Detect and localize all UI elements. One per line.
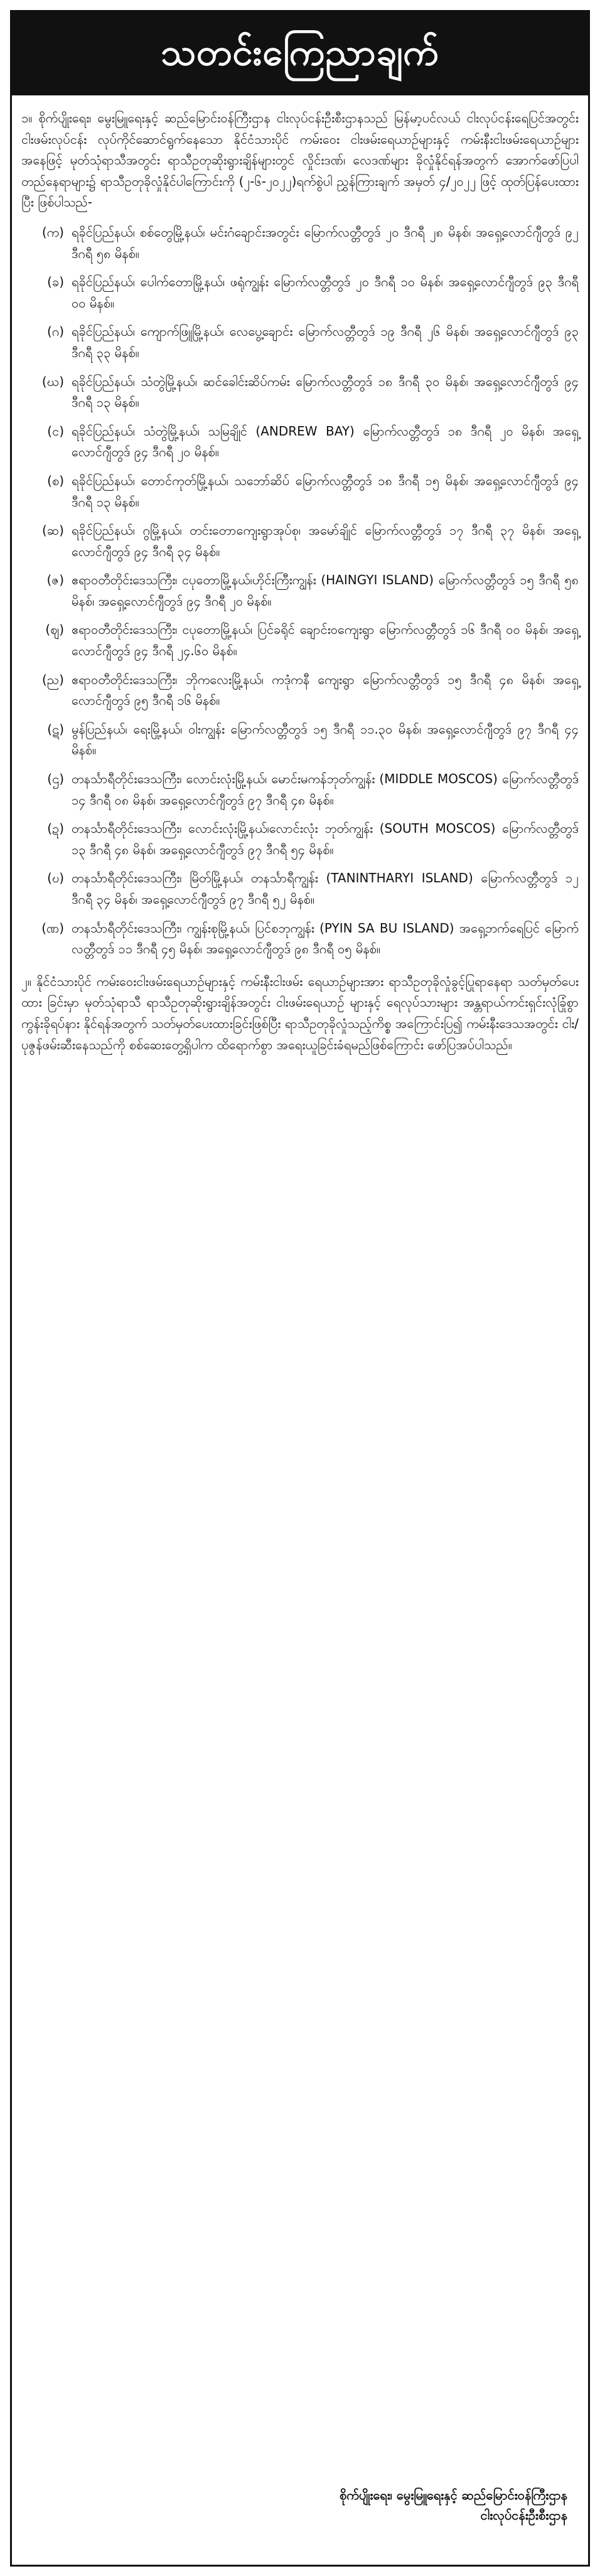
list-item-text: ရခိုင်ပြည်နယ်၊ ဂွမြို့နယ်၊ တင်းတောကျေးရွာအုပ်စု၊ အမော်ချိုင် မြောက်လတ္တီတွဒ် ၁၇ ဒီဂရီ ၃၇ မိနစ်၊ အရှေ့လောင်ဂျီတွဒ် ၉၄ ဒီဂရီ ၃၄ မိနစ်။	[72, 523, 579, 559]
list-item	[21, 818, 579, 860]
list-item-text: ဧရာဝတီတိုင်းဒေသကြီး၊ ဘိုကလေးမြို့နယ်၊ ကဒုံကနီ ကျေးရွာ မြောက်လတ္တီတွဒ် ၁၅ ဒီဂရီ ၄၈ မိနစ်၊ အရှေ့လောင်ဂျီတွဒ် ၉၅ ဒီဂရီ ၁၆ မိနစ်။	[72, 671, 579, 708]
list-item-text: ရခိုင်ပြည်နယ်၊ ကျောက်ဖြူမြို့နယ်၊ လေပွေ့ချောင်း မြောက်လတ္တီတွဒ် ၁၉ ဒီဂရီ ၂၆ မိနစ်၊ အရှေ့လောင်ဂျီတွဒ် ၉၃ ဒီဂရီ ၃၃ မိနစ်။	[72, 324, 579, 360]
list-item	[21, 719, 579, 761]
list-item	[21, 272, 579, 314]
list-item	[21, 619, 579, 661]
list-item-text: ရခိုင်ပြည်နယ်၊ တောင်ကုတ်မြို့နယ်၊ သဘော်ဆိပ် မြောက်လတ္တီတွဒ် ၁၈ ဒီဂရီ ၁၅ မိနစ်၊ အရှေ့လောင်ဂျီတွဒ် ၉၄ ဒီဂရီ ၁၃ မိနစ်။	[72, 473, 579, 510]
list-item-text: တနင်္သာရီတိုင်းဒေသကြီး၊ လောင်းလုံးမြို့နယ်၊ မောင်းမကန်ဘုတ်ကျွန်း (MIDDLE MOSCOS) မြောက်လတ္တီတွဒ် ၁၄ ဒီဂရီ ၀၈ မိနစ်၊ အရှေ့လောင်ဂျီတွဒ် ၉၇ ဒီဂရီ ၄၈ မိနစ်။	[72, 771, 579, 808]
list-item-label: (ဎ)	[47, 870, 64, 886]
signature-department: ငါးလုပ်ငန်းဦးစီးဌာန	[480, 2508, 567, 2523]
list-item	[21, 321, 579, 363]
title-banner	[11, 11, 589, 95]
list-item-label: (ဃ)	[41, 373, 64, 389]
list-item	[21, 769, 579, 811]
announcement-title: သတင်းကြေညာချက်	[160, 31, 440, 74]
list-item-text: ရခိုင်ပြည်နယ်၊ သံတွဲမြို့နယ်၊ သမြချိုင် (ANDREW BAY) မြောက်လတ္တီတွဒ် ၁၈ ဒီဂရီ ၂၀ မိနစ်၊ အရှေ့လောင်ဂျီတွဒ် ၉၄ ဒီဂရီ ၂၀ မိနစ်။	[72, 423, 579, 460]
list-item	[21, 421, 579, 463]
closing-paragraph: ၂။ နိုင်ငံသားပိုင် ကမ်းဝေးငါးဖမ်းရေယာဉ်များနှင့် ကမ်းနီးငါးဖမ်း ရေယာဉ်များအား ရာသီဥတုခိုလှုံခွင့်ပြုရာနေရာ သတ်မှတ်ပေးထား ခြင်းမှာ မုတ်သုံရာသီ ရာသီဥတုဆိုးရွားချိန်အတွင်း ငါးဖမ်းရေယာဉ် များနှင့် ရေလုပ်သားများ အန္တရာယ်ကင်းရှင်းလုံခြုံစွာ ကွန်းခိုရပ်နား နိုင်ရန်အတွက် သတ်မှတ်ပေးထားခြင်းဖြစ်ပြီး ရာသီဥတုခိုလှုံသည့်ကိစ္စ အကြောင်းပြ၍ ကမ်းနီးဒေသအတွင်း ငါး/ပုဇွန်ဖမ်းဆီးနေသည်ကို စစ်ဆေးတွေ့ရှိပါက ထိရောက်စွာ အရေးယူခြင်းခံရမည်ဖြစ်ကြောင်း ဖော်ပြအပ်ပါသည်။	[21, 973, 579, 1052]
list-item-label: (ခ)	[47, 274, 64, 290]
list-item-label: (ဂ)	[46, 324, 64, 339]
list-item-label: (ဍ)	[47, 821, 64, 836]
list-item-label: (ဌ)	[47, 771, 64, 787]
list-item	[21, 670, 579, 712]
list-item	[21, 570, 579, 612]
list-item-label: (င)	[47, 423, 64, 439]
list-item	[21, 520, 579, 562]
list-item-text: ရခိုင်ပြည်နယ်၊ သံတွဲမြို့နယ်၊ ဆင်ခေါင်းဆိပ်ကမ်း မြောက်လတ္တီတွဒ် ၁၈ ဒီဂရီ ၃၀ မိနစ်၊ အရှေ့လောင်ဂျီတွဒ် ၉၄ ဒီဂရီ ၁၃ မိနစ်။	[72, 373, 579, 410]
list-item-text: တနင်္သာရီတိုင်းဒေသကြီး၊ လောင်းလုံးမြို့နယ်၊လောင်းလုံး ဘုတ်ကျွန်း (SOUTH MOSCOS) မြောက်လတ္တီတွဒ် ၁၃ ဒီဂရီ ၄၈ မိနစ်၊ အရှေ့လောင်ဂျီတွဒ် ၉၇ ဒီဂရီ ၅၄ မိနစ်။	[72, 821, 579, 857]
list-item	[21, 471, 579, 513]
list-item-text: တနင်္သာရီတိုင်းဒေသကြီး၊ ကျွန်းစုမြို့နယ်၊ ပြင်စဘုကျွန်း (PYIN SA BU ISLAND) အရှေ့ဘက်ရေပြင် မြောက်လတ္တီတွဒ် ၁၁ ဒီဂရီ ၄၅ မိနစ်၊ အရှေ့လောင်ဂျီတွဒ် ၉၈ ဒီဂရီ ၀၅ မိနစ်။	[72, 920, 579, 957]
list-item-text: ရခိုင်ပြည်နယ်၊ စစ်တွေမြို့နယ်၊ မင်းဂံချောင်းအတွင်း မြောက်လတ္တီတွဒ် ၂၀ ဒီဂရီ ၂၈ မိနစ်၊ အရှေ့လောင်ဂျီတွဒ် ၉၂ ဒီဂရီ ၅၈ မိနစ်။	[72, 224, 579, 261]
list-item-label: (စ)	[47, 473, 64, 488]
intro-paragraph: ၁။ စိုက်ပျိုးရေး၊ မွေးမြူရေးနှင့် ဆည်မြောင်းဝန်ကြီးဌာန ငါးလုပ်ငန်းဦးစီးဌာနသည် မြန်မာ့ပင်လယ် ငါးလုပ်ငန်းရေပြင်အတွင်း ငါးဖမ်းလုပ်ငန်း လုပ်ကိုင်ဆောင်ရွက်နေသော နိုင်ငံသားပိုင် ကမ်းဝေး ငါးဖမ်းရေယာဉ်များနှင့် ကမ်းနီးငါးဖမ်းရေယာဉ်များအနေဖြင့် မုတ်သုံရာသီအတွင်း ရာသီဥတုဆိုးရွားချိန်များတွင် လှိုင်းဒဏ်၊ လေဒဏ်များ ခိုလှုံနိုင်ရန်အတွက် အောက်ဖော်ပြပါ တည်နေရာများ၌ ရာသီဥတုခိုလှုံနိုင်ပါကြောင်းကို (၂-၆-၂၀၂၂)ရက်စွဲပါ ညွှန်ကြားချက် အမှတ် ၄/၂၀၂၂ ဖြင့် ထုတ်ပြန်ပေးထားပြီး ဖြစ်ပါသည်-	[21, 110, 579, 210]
shelter-location-list	[21, 222, 579, 960]
list-item	[21, 222, 579, 264]
list-item	[21, 868, 579, 910]
list-item	[21, 918, 579, 960]
list-item-label: (က)	[41, 224, 64, 240]
list-item-text: ရခိုင်ပြည်နယ်၊ ပေါက်တောမြို့နယ်၊ ဖရုံကျွန်း မြောက်လတ္တီတွဒ် ၂၀ ဒီဂရီ ၁၀ မိနစ်၊ အရှေ့လောင်ဂျီတွဒ် ၉၃ ဒီဂရီ ၀၀ မိနစ်။	[72, 274, 579, 311]
announcement-body	[21, 108, 579, 1068]
list-item-text: တနင်္သာရီတိုင်းဒေသကြီး၊ မြိတ်မြို့နယ်၊ တနင်္သာရီကျွန်း (TANINTHARYI ISLAND) မြောက်လတ္တီတွဒ် ၁၂ ဒီဂရီ ၃၄ မိနစ်၊ အရှေ့လောင်ဂျီတွဒ် ၉၇ ဒီဂရီ ၅၂ မိနစ်။	[72, 870, 579, 907]
list-item	[21, 371, 579, 414]
list-item-label: (ည)	[42, 671, 64, 687]
signature-block	[11, 2485, 589, 2525]
list-item-text: မွန်ပြည်နယ်၊ ရေးမြို့နယ်၊ ဝါးကျွန်း မြောက်လတ္တီတွဒ် ၁၅ ဒီဂရီ ၁၁.၃၀ မိနစ်၊ အရှေ့လောင်ဂျီတွဒ် ၉၇ ဒီဂရီ ၄၄ မိနစ်။	[72, 721, 579, 758]
signature-ministry: စိုက်ပျိုးရေး၊ မွေးမြူရေးနှင့် ဆည်မြောင်းဝန်ကြီးဌာန	[340, 2488, 567, 2503]
list-item-label: (ဋ)	[47, 721, 64, 737]
list-item-label: (ဆ)	[42, 523, 64, 538]
list-item-label: (ဈ)	[45, 622, 64, 638]
list-item-text: ဧရာဝတီတိုင်းဒေသကြီး၊ ငပုတောမြို့နယ်၊ ပြင်ခရိုင် ချောင်းဝကျေးရွာ မြောက်လတ္တီတွဒ် ၁၆ ဒီဂရီ ၀၀ မိနစ်၊ အရှေ့လောင်ဂျီတွဒ် ၉၄ ဒီဂရီ ၂၄.၆၀ မိနစ်။	[72, 622, 579, 659]
list-item-label: (ဏ)	[41, 920, 64, 936]
list-item-text: ဧရာဝတီတိုင်းဒေသကြီး၊ ငပုတောမြို့နယ်၊ဟိုင်းကြီးကျွန်း (HAINGYI ISLAND) မြောက်လတ္တီတွဒ် ၁၅ ဒီဂရီ ၅၈ မိနစ်၊ အရှေ့လောင်ဂျီတွဒ် ၉၄ ဒီဂရီ ၂၀ မိနစ်။	[72, 572, 579, 609]
list-item-label: (ဇ)	[46, 572, 64, 588]
